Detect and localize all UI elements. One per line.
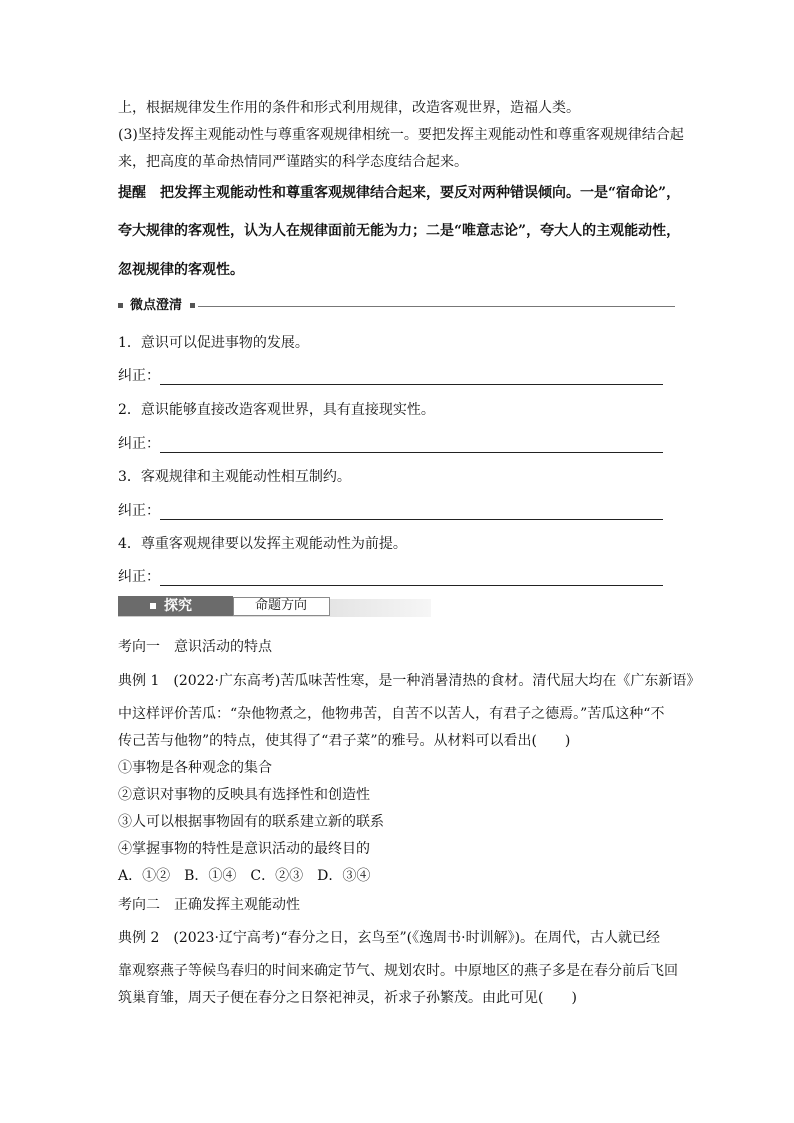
correction-row [118,367,663,385]
clarify-item: 1．意识可以促进事物的发展。 [118,335,309,351]
correction-label: 纠正： [118,368,160,384]
body-text-line: 上，根据规律发生作用的条件和形式利用规律，改造客观世界，造福人类。 [118,100,580,116]
body-text-line: 来，把高度的革命热情同严谨踏实的科学态度结合起来。 [118,154,468,170]
direction-title: 考向二 正确发挥主观能动性 [118,897,300,913]
example-text-line: 筑巢育雏，周天子便在春分之日祭祀神灵，祈求子孙繁茂。由此可见( ) [118,990,577,1006]
reminder-text-line: 夸大规律的客观性，认为人在规律面前无能为力；二是“唯意志论”，夸大人的主观能动性， [118,223,681,239]
clarify-item: 2．意识能够直接改造客观世界，具有直接现实性。 [118,402,435,418]
reminder-text-line: 忽视规律的客观性。 [118,262,244,278]
correction-row [118,502,663,520]
option-item: ④掌握事物的特性是意识活动的最终目的 [118,841,370,857]
clarify-section-title: 微点澄清 [130,298,183,313]
body-text-line: (3)坚持发挥主观能动性与尊重客观规律相统一。要把发挥主观能动性和尊重客观规律结合起 [118,127,684,143]
direction-tab-label: 命题方向 [255,598,308,613]
correction-row [118,568,663,586]
example-text-line: 中这样评价苦瓜：“杂他物煮之，他物弗苦，自苦不以苦人，有君子之德焉。”苦瓜这种“不 [118,706,665,722]
explore-tab-label: 探究 [164,598,192,614]
explore-tab [118,596,233,616]
option-item: ②意识对事物的反映具有选择性和创造性 [118,787,370,803]
correction-label: 纠正： [118,436,160,452]
direction-title: 考向一 意识活动的特点 [118,639,272,655]
explore-banner [118,596,431,620]
section-divider [198,306,675,307]
correction-label: 纠正： [118,503,160,519]
correction-answer-line[interactable] [160,585,663,586]
reminder-text-line: 提醒 把发挥主观能动性和尊重客观规律结合起来，要反对两种错误倾向。一是“宿命论”， [118,185,681,201]
option-item: ③人可以根据事物固有的联系建立新的联系 [118,814,384,830]
correction-label: 纠正： [118,569,160,585]
correction-answer-line[interactable] [160,519,663,520]
square-bullet-icon [150,603,156,609]
example-text-line: 靠观察燕子等候鸟春归的时间来确定节气、规划农时。中原地区的燕子多是在春分前后飞回 [118,963,678,979]
clarify-item: 4．尊重客观规律要以发挥主观能动性为前提。 [118,536,407,552]
example-text-line: 典例 2 (2023·辽宁高考)“春分之日，玄鸟至”(《逸周书·时训解》)。在周代，古人就已经 [118,930,661,946]
option-item: ①事物是各种观念的集合 [118,760,272,776]
example-text-line: 传己苦与他物”的特点，使其得了“君子菜”的雅号。从材料可以看出( ) [118,733,571,749]
square-bullet-icon [190,303,195,308]
clarify-section-header [118,297,675,315]
correction-answer-line[interactable] [160,384,663,385]
direction-tab [233,596,443,616]
correction-answer-line[interactable] [160,452,663,453]
example-text-line: 典例 1 (2022·广东高考)苦瓜味苦性寒，是一种消暑清热的食材。清代屈大均在《广东新语》 [118,673,701,689]
clarify-item: 3．客观规律和主观能动性相互制约。 [118,469,351,485]
square-bullet-icon [118,303,123,308]
answer-choices: A．①② B．①④ C．②③ D．③④ [118,868,371,884]
correction-row [118,435,663,453]
